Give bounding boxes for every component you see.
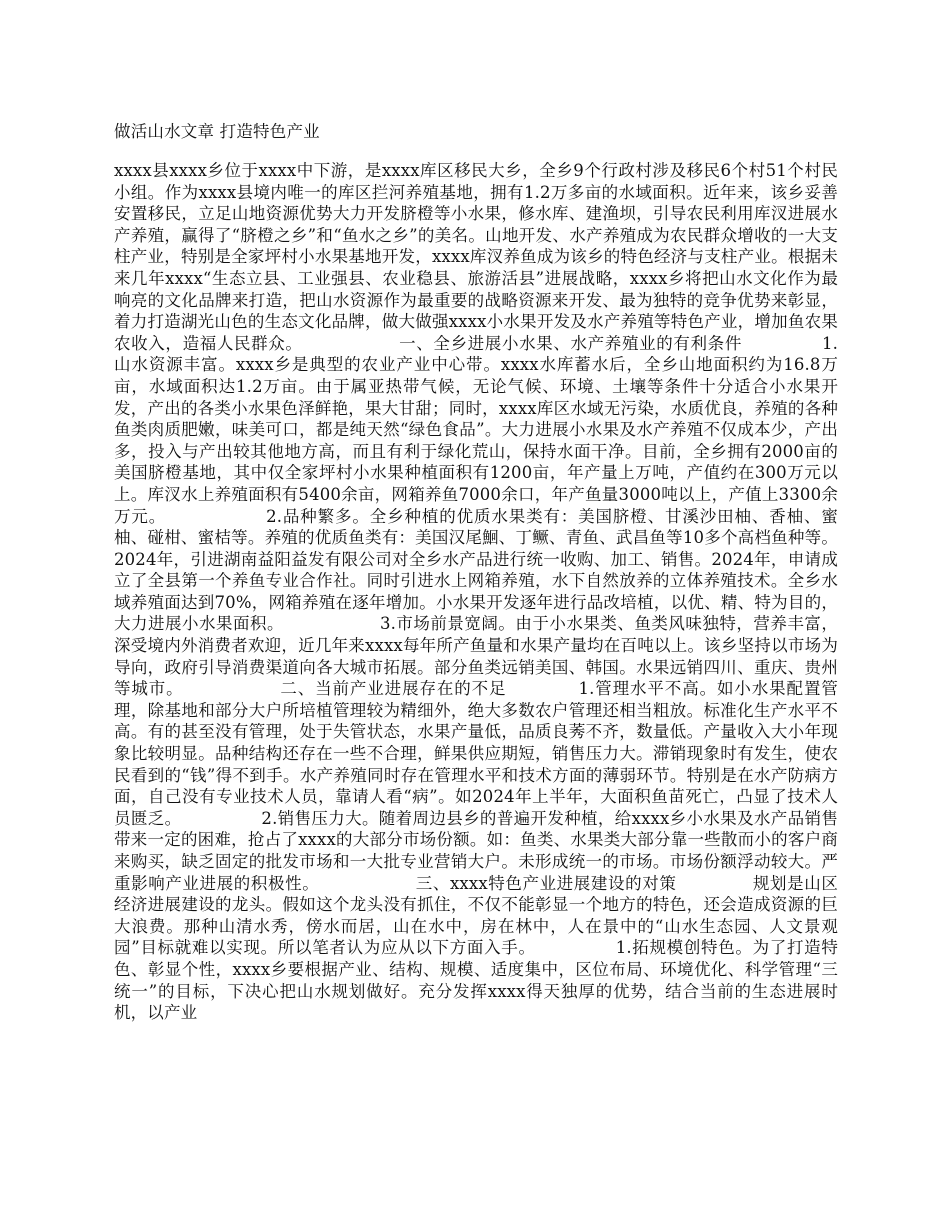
paragraph-intro: xxxx县xxxx乡位于xxxx中下游，是xxxx库区移民大乡，全乡9个行政村涉及移民6个村51个村民小组。作为xxxx县境内唯一的库区拦河养殖基地，拥有1.2万多亩的水域面积。近年来，该乡妥善安置移民，立足山地资源优势大力开发脐橙等小水果，修水库、建渔坝，引导农民利用库汊进展水产养殖，赢得了“脐橙之乡”和“鱼水之乡”的美名。山地开发、水产养殖成为农民群众增收的一大支柱产业，特别是全家坪村小水果基地开发，xxxx库汊养鱼成为该乡的特色经济与支柱产业。根据未来几年xxxx“生态立县、工业强县、农业稳县、旅游活县”进展战略，xxxx乡将把山水文化作为最响亮的文化品牌来打造，把山水资源作为最重要的战略资源来开发、最为独特的竞争优势来彰显，着力打造湖光山色的生态文化品牌，做大做强xxxx小水果开发及水产养殖等特色产业，增加鱼农果农收入，造福人民群众。 (114, 161, 838, 353)
paragraph-planning: 规划是山区经济进展建设的龙头。假如这个龙头没有抓住，不仅不能彰显一个地方的特色，还会造成资源的巨大浪费。那种山清水秀，傍水而居，山在水中，房在林中，人在景中的“山水生态园、人文景观园”目标就难以实现。所以笔者认为应从以下方面入手。 (114, 873, 838, 958)
paragraph-varieties: 2.品种繁多。全乡种植的优质水果类有：美国脐橙、甘溪沙田柚、香柚、蜜柚、碰柑、蜜桔等。养殖的优质鱼类有：美国汉尾鮰、丁鳜、青鱼、武昌鱼等10多个高档鱼种等。2024年，引进湖南益阳益发有限公司对全乡水产品进行统一收购、加工、销售。2024年，申请成立了全县第一个养鱼专业合作社。同时引进水上网箱养殖，水下自然放养的立体养殖技术。全乡水域养殖面达到70%，网箱养殖在逐年增加。小水果开发逐年进行品改培植，以优、精、特为目的，大力进展小水果面积。 (114, 506, 839, 634)
paragraph-resources: 1.山水资源丰富。xxxx乡是典型的农业产业中心带。xxxx水库蓄水后，全乡山地面积约为16.8万亩，水域面积达1.2万亩。由于属亚热带气候，无论气候、环境、土壤等条件十分适合小水果开发，产出的各类小水果色泽鲜艳，果大甘甜；同时，xxxx库区水域无污染，水质优良，养殖的各种鱼类肉质肥嫩，味美可口，都是纯天然“绿色食品”。大力进展小水果及水产养殖不仅成本少，产出多，投入与产出较其他地方高，而且有利于绿化荒山，保持水面干净。目前，全乡拥有2000亩的美国脐橙基地，其中仅全家坪村小水果种植面积有1200亩，年产量上万吨，产值约在300万元以上。库汊水上养殖面积有5400余亩，网箱养鱼7000余口，年产鱼量3000吨以上，产值上3300余万元。 (114, 333, 839, 526)
paragraph-management: 1.管理水平不高。如小水果配置管理，除基地和部分大户所培植管理较为精细外，绝大多数农户管理还相当粗放。标准化生产水平不高。有的甚至没有管理，处于失管状态，水果产量低，品质良莠不齐，数量低。产量收入大小年现象比较明显。品种结构还存在一些不合理，鲜果供应期短，销售压力大。滞销现象时有发生，使农民看到的“钱”得不到手。水产养殖同时存在管理水平和技术方面的薄弱环节。特别是在水产防病方面，自己没有专业技术人员，靠请人看“病”。如2024年上半年，大面积鱼苗死亡，凸显了技术人员匮乏。 (114, 679, 838, 828)
paragraph-sales: 2.销售压力大。随着周边县乡的普遍开发种植，给xxxx乡小水果及水产品销售带来一定的困难，抢占了xxxx的大部分市场份额。如：鱼类、水果类大部分靠一些散而小的客户商来购买，缺乏固定的批发市场和一大批专业营销大户。未形成统一的市场。市场份额浮动较大。严重影响产业进展的积极性。 (114, 808, 838, 893)
paragraph-market: 3.市场前景宽阔。由于小水果类、鱼类风味独特，营养丰富，深受境内外消费者欢迎，近几年来xxxx每年所产鱼量和水果产量均在百吨以上。该乡坚持以市场为导向，政府引导消费渠道向各大城市拓展。部分鱼类远销美国、韩国。水果远销四川、重庆、贵州等城市。 (114, 614, 839, 699)
section-heading-3: 三、xxxx特色产业进展建设的对策 (415, 873, 677, 893)
paragraph-scale: 1.拓规模创特色。为了打造特色、彰显个性，xxxx乡要根据产业、结构、规模、适度集中，区位布局、环境优化、科学管理“三统一”的目标，下决心把山水规划做好。充分发挥xxxx得天独厚的优势，结合当前的生态进展时机，以产业 (114, 938, 839, 1023)
document-body (114, 160, 838, 1024)
section-heading-1: 一、全乡进展小水果、水产养殖业的有利条件 (398, 333, 742, 353)
section-heading-2: 二、当前产业进展存在的不足 (279, 679, 507, 699)
document-title: 做活山水文章 打造特色产业 (114, 122, 320, 141)
